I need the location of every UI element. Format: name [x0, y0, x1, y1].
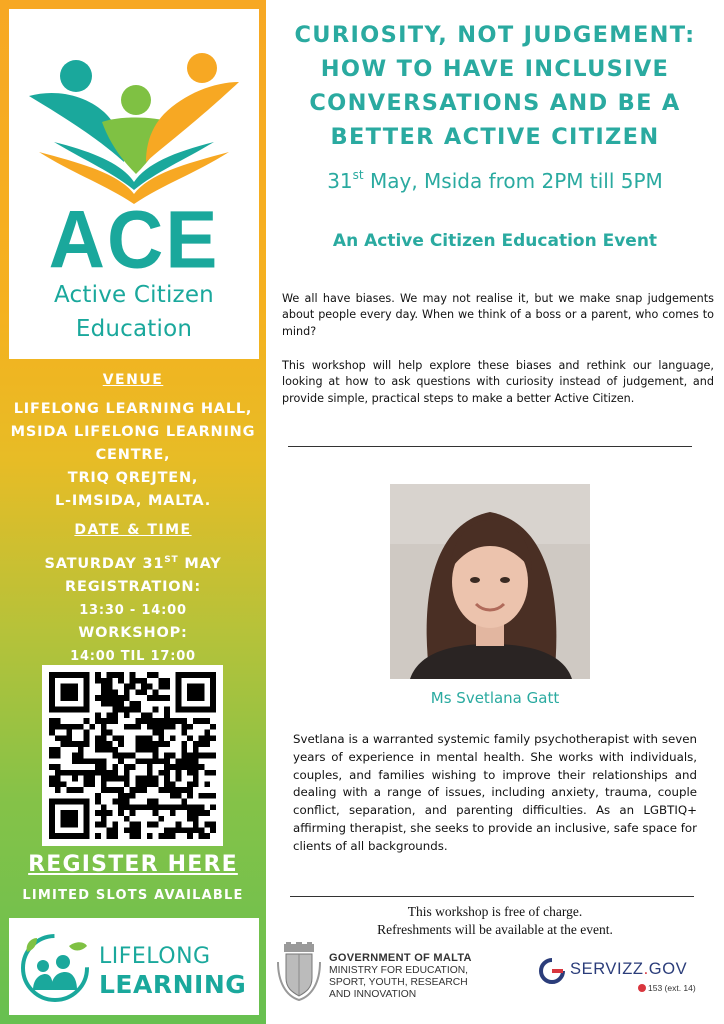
venue-line: TRIQ QREJTEN, — [67, 470, 199, 486]
servizz-phone: 153 (ext. 14) — [638, 983, 696, 993]
government-of-malta: GOVERNMENT OF MALTA — [329, 952, 472, 964]
title-line: HOW TO HAVE INCLUSIVE — [320, 56, 670, 82]
intro-paragraph: We all have biases. We may not realise it, but we make snap judgements about people every day. When we think of a boss or a parent, who comes to mind? — [282, 292, 714, 338]
venue-heading: VENUE — [102, 372, 164, 388]
ace-logo — [9, 9, 259, 359]
limited-slots-note: LIMITED SLOTS AVAILABLE — [22, 888, 244, 903]
registration-time: 13:30 - 14:00 — [79, 603, 187, 618]
venue-line: LIFELONG LEARNING HALL, — [13, 401, 253, 417]
event-title — [266, 18, 724, 154]
title-line: BETTER ACTIVE CITIZEN — [330, 124, 660, 150]
ministry-line: SPORT, YOUTH, RESEARCH — [329, 976, 468, 988]
venue-line: MSIDA LIFELONG LEARNING — [10, 424, 256, 440]
ministry-name — [329, 965, 499, 1000]
malta-coat-of-arms-icon — [276, 942, 322, 1002]
ace-line-1: Active Citizen — [54, 282, 214, 308]
lifelong-learning-logo — [9, 918, 259, 1015]
main-content — [266, 0, 724, 1024]
qr-code-icon — [49, 672, 216, 839]
free-of-charge-note: This workshop is free of charge. — [407, 904, 583, 919]
divider — [288, 446, 692, 447]
divider — [290, 896, 694, 897]
lifelong-learning-icon — [19, 932, 91, 1002]
workshop-paragraph: This workshop will help explore these biases and rethink our language, looking at how to ask questions with curiosity instead of judgement, and provide simple, practical steps to make a better Active Citizen. — [282, 359, 714, 405]
ace-line-2: Education — [75, 316, 193, 342]
servizz-gov-logo: SERVIZZ.GOV — [570, 960, 688, 978]
speaker-name: Ms Svetlana Gatt — [430, 689, 560, 707]
venue-line: CENTRE, — [95, 447, 171, 463]
venue-address — [0, 398, 266, 513]
event-type: An Active Citizen Education Event — [332, 231, 658, 251]
workshop-label: WORKSHOP: — [78, 625, 188, 641]
ace-people-icon — [24, 34, 244, 204]
phone-icon — [638, 984, 646, 992]
registration-label: REGISTRATION: — [65, 579, 201, 595]
workshop-time: 14:00 TIL 17:00 — [70, 649, 196, 664]
lifelong-text: LIFELONG — [99, 944, 211, 969]
ministry-line: AND INNOVATION — [329, 988, 417, 1000]
event-day: SATURDAY 31ST MAY — [44, 555, 222, 572]
servizz-logo-icon — [539, 958, 565, 984]
sidebar — [0, 0, 266, 1024]
title-line: CONVERSATIONS AND BE A — [309, 90, 681, 116]
ministry-line: MINISTRY FOR EDUCATION, — [329, 965, 469, 976]
speaker-bio: Svetlana is a warranted systemic family psychotherapist with seven years of experience in mental health. She works with individuals, couples, and families wishing to improve their relationships and dealing with a range of issues, including anxiety, trauma, couple conflict, separation, and parenting difficulties. As an LGBTIQ+ affirming therapist, she seeks to provide an inclusive, safe space for clients of all backgrounds. — [293, 732, 697, 853]
ace-acronym: ACE — [48, 192, 220, 286]
learning-text: LEARNING — [99, 970, 247, 999]
registration-qr-code[interactable] — [42, 665, 223, 846]
speaker-photo — [390, 484, 590, 679]
date-time-heading: DATE & TIME — [74, 522, 192, 538]
title-line: CURIOSITY, NOT JUDGEMENT: — [294, 22, 696, 48]
speaker-portrait-icon — [390, 484, 590, 679]
venue-line: L-IMSIDA, MALTA. — [54, 493, 212, 509]
refreshments-note: Refreshments will be available at the event. — [377, 922, 613, 937]
event-when: 31st May, Msida from 2PM till 5PM — [327, 168, 663, 193]
register-here-link[interactable]: REGISTER HERE — [28, 852, 238, 877]
date-time-details — [0, 549, 266, 668]
